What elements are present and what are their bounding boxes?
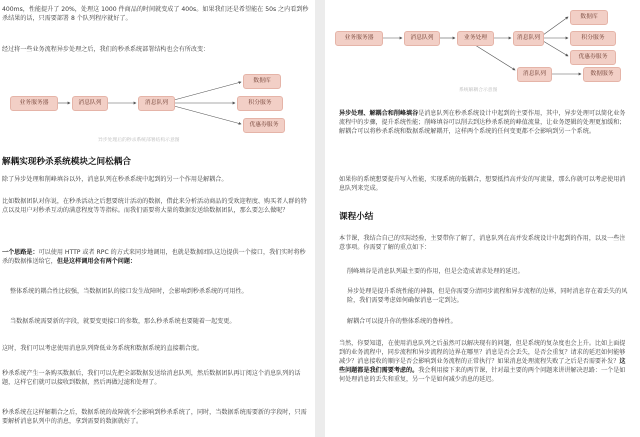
left-page xyxy=(0,0,315,437)
section-heading: 解耦实现秒杀系统模块之间松耦合 xyxy=(2,157,131,167)
business-process-box: 业务处理 xyxy=(457,31,494,46)
list-item: 削峰填谷是消息队列最主要的作用，但是会造成请求处理的延迟。 xyxy=(347,268,524,275)
database-box: 数据库 xyxy=(243,74,281,89)
message-queue-box: 消息队列 xyxy=(138,96,175,111)
paragraph: 当然，你要知道，在使用消息队列之后虽然可以解决现有的问题，但是系统的复杂度也会上升。比如上面提到的业务流程中，同步流程和异步流程的边界在哪里？消息是否会丢失，是否会重复？请求的延迟如何能够减少？消息接收的顺序是否会影响到业务流程的正常执行？如果消息处理流程失败了之后是否需要补发？这些问题都是我们需要考虑的。我会利用接下来的两节课，针对最主要的两个问题来讲讲解决思路：一个是如何处理消息的丢失和重复，另一个是如何减少消息的延迟。 xyxy=(339,340,626,383)
paragraph: 如果你的系统想要提升写入性能，实现系统的低耦合，想要抵挡高并发的写流量，那么你就可以考虑使用消息队列来完成。 xyxy=(339,176,626,192)
business-server-box: 业务服务器 xyxy=(10,96,58,111)
data-service-box: 数据服务 xyxy=(583,67,621,82)
right-page xyxy=(325,0,640,437)
database-box: 数据库 xyxy=(570,10,608,25)
paragraph: 比如数据团队对你说，在秒杀活动之后想要统计活动的数据，借此来分析活动商品的受欢迎程度、购买者人群的特点以及用户对秒杀互动的满意程度等等指标。而我们需要将大量的数据发送给数据团队，那么要怎么做呢？ xyxy=(2,198,307,214)
paragraph: 除了异步处理和削峰填谷以外，消息队列在秒杀系统中起到的另一个作用是解耦合。 xyxy=(2,176,228,183)
paragraph: 本节课，我结合自己的实际经验，主要带你了解了，消息队列在高并发系统设计中起到的作用，以及一些注意事项。你需要了解的重点如下： xyxy=(339,235,626,251)
list-item: 异步处理是提升系统性能的神器，但是你需要分清同步流程和异步流程的边界，同时消息存在着丢失的风险，我们需要考虑如何确保消息一定到达。 xyxy=(347,288,628,304)
paragraph: 一个思路是：可以使用 HTTP 或者 RPC 的方式来同步地调用，也就是数据团队这边提供一个接口，我们实时将秒杀的数据推送给它，但是这样调用会有两个问题： xyxy=(2,249,306,265)
bold-text: 异步处理、解耦合和削峰填谷 xyxy=(339,110,419,117)
coupon-service-box: 优惠券服务 xyxy=(570,50,616,65)
diagram-caption: 异步处理后的秒杀系统部署结构示意图 xyxy=(98,138,180,143)
business-server-box: 业务服务器 xyxy=(335,31,383,46)
bold-text: 但是这样调用会有两个问题： xyxy=(56,257,137,265)
points-service-box: 积分服务 xyxy=(237,96,283,111)
paragraph: 异步处理、解耦合和削峰填谷是消息队列在秒杀系统设计中起到的主要作用，其中，异步处理可以简化业务流程中的步骤，提升系统性能；削峰填谷可以削去到达秒杀系统的峰值流量，让业务逻辑的处理更加缓和；解耦合可以将秒杀系统和数据系统解耦开，这样两个系统的任何变更都不会影响到另一个系统。 xyxy=(339,110,626,135)
message-queue-box: 消息队列 xyxy=(404,31,440,46)
section-heading: 课程小结 xyxy=(339,212,374,222)
list-item: 解耦合可以提升你的整体系统的鲁棒性。 xyxy=(347,318,457,325)
list-item: 整体系统的耦合性比较强，当数据团队的接口发生故障时，会影响到秒杀系统的可用性。 xyxy=(10,288,248,295)
page-gutter xyxy=(315,0,325,437)
paragraph: 400ms，性能提升了 20%，处理这 1000 件商品的时间就变成了 400s。如果我们还是希望能在 50s 之内看到秒杀结果的话，只需要部署 8 个队列程序就好了。 xyxy=(2,6,309,22)
list-item: 当数据系统需要新的字段，就要变更接口的参数，那么秒杀系统也要随着一起变更。 xyxy=(10,318,236,325)
coupon-service-box: 优惠券服务 xyxy=(243,118,285,133)
paragraph: 这时，我们可以考虑使用消息队列降低业务系统和数据系统的直接耦合度。 xyxy=(2,345,204,352)
points-service-box: 积分服务 xyxy=(570,31,616,46)
diagram-caption: 系统解耦合示意图 xyxy=(459,88,498,93)
paragraph: 秒杀系统产生一条购买数据后，我们可以先把全部数据发送给消息队列，然后数据团队再订阅这个消息队列的话题，这样它们就可以接收到数据，然后再做过滤和处理了。 xyxy=(2,370,301,386)
bold-text: 这些问题都是我们需要考虑的。 xyxy=(339,357,626,374)
paragraph: 经过将一些业务流程异步处理之后，我们的秒杀系统部署结构也会有所改变： xyxy=(2,46,210,53)
message-queue-box: 消息队列 xyxy=(72,96,108,111)
message-queue-box: 消息队列 xyxy=(513,31,544,46)
bold-lead: 一个思路是： xyxy=(2,249,39,256)
message-queue-box: 消息队列 xyxy=(517,67,552,82)
paragraph: 秒杀系统在这样解耦合之后，数据系统的故障就不会影响到秒杀系统了，同时，当数据系统需要新的字段时，只需要解析消息队列中的消息，拿到需要的数据就好了。 xyxy=(2,409,307,425)
